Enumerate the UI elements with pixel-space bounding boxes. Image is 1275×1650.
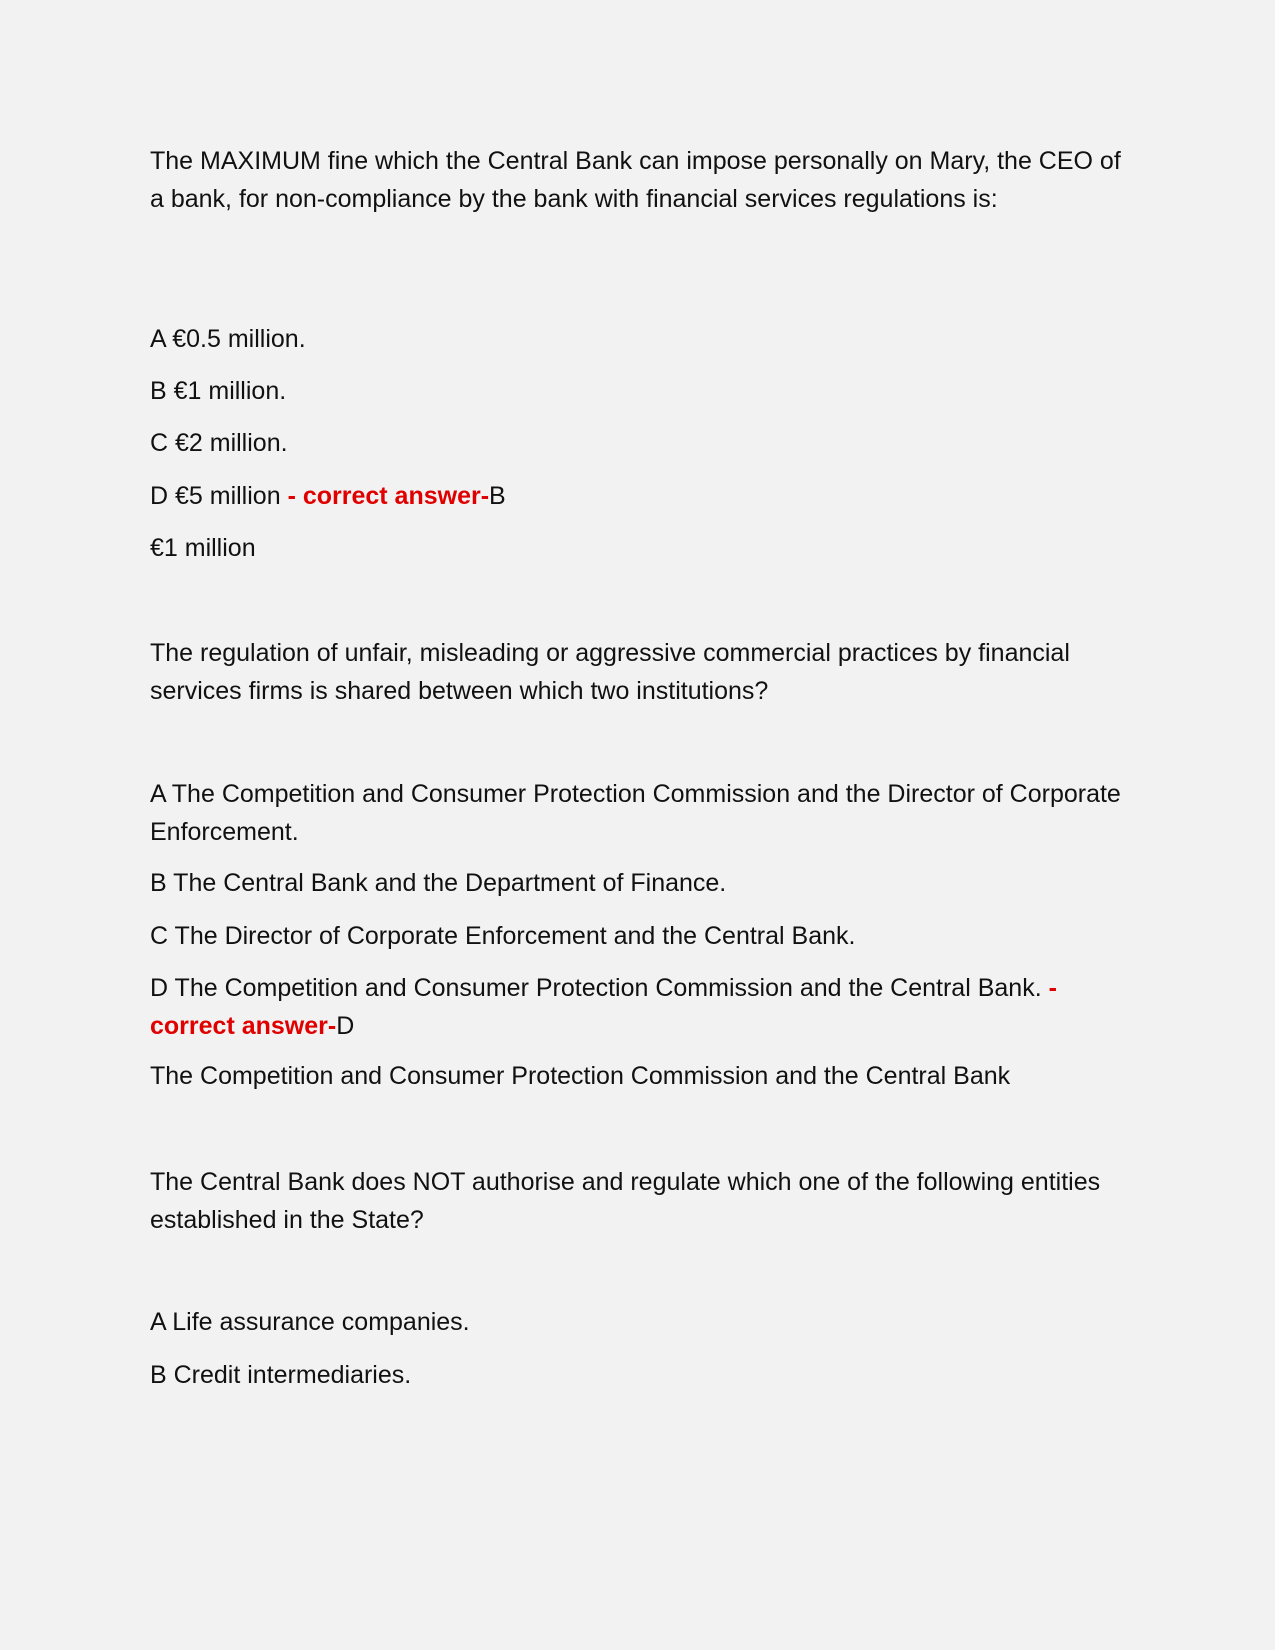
question-1-answer-marker: - correct answer- [287, 482, 490, 510]
question-2-option-c: C The Director of Corporate Enforcement and the Central Bank. [150, 922, 856, 950]
question-3-option-a: A Life assurance companies. [150, 1308, 470, 1336]
question-1-option-a: A €0.5 million. [150, 325, 306, 353]
question-2-option-d: D The Competition and Consumer Protection Commission and the Central Bank. [150, 974, 1049, 1002]
question-2-option-d-line [150, 969, 1130, 1045]
question-1-answer-text: €1 million [150, 534, 256, 562]
question-3-option-b: B Credit intermediaries. [150, 1361, 412, 1389]
question-3-stem: The Central Bank does NOT authorise and regulate which one of the following entities established in the State? [150, 1168, 1101, 1234]
question-2-option-b: B The Central Bank and the Department of Finance. [150, 869, 727, 897]
question-2-answer-marker: - correct answer- [150, 974, 1057, 1040]
question-1-option-b: B €1 million. [150, 377, 287, 405]
question-1-option-d-line [150, 477, 1130, 515]
question-1-option-d: D €5 million [150, 482, 288, 510]
question-1-answer-letter: B [489, 482, 506, 510]
question-2-option-a: A The Competition and Consumer Protection Commission and the Director of Corporate Enforcement. [150, 780, 1121, 846]
question-2-stem: The regulation of unfair, misleading or aggressive commercial practices by financial services firms is shared between which two institutions? [150, 639, 1070, 705]
question-1-stem: The MAXIMUM fine which the Central Bank can impose personally on Mary, the CEO of a bank, for non-compliance by the bank with financial services regulations is: [150, 147, 1121, 213]
question-1-option-c: C €2 million. [150, 429, 288, 457]
question-2-answer-letter: D [336, 1012, 355, 1040]
question-2-answer-text: The Competition and Consumer Protection Commission and the Central Bank [150, 1062, 1011, 1090]
